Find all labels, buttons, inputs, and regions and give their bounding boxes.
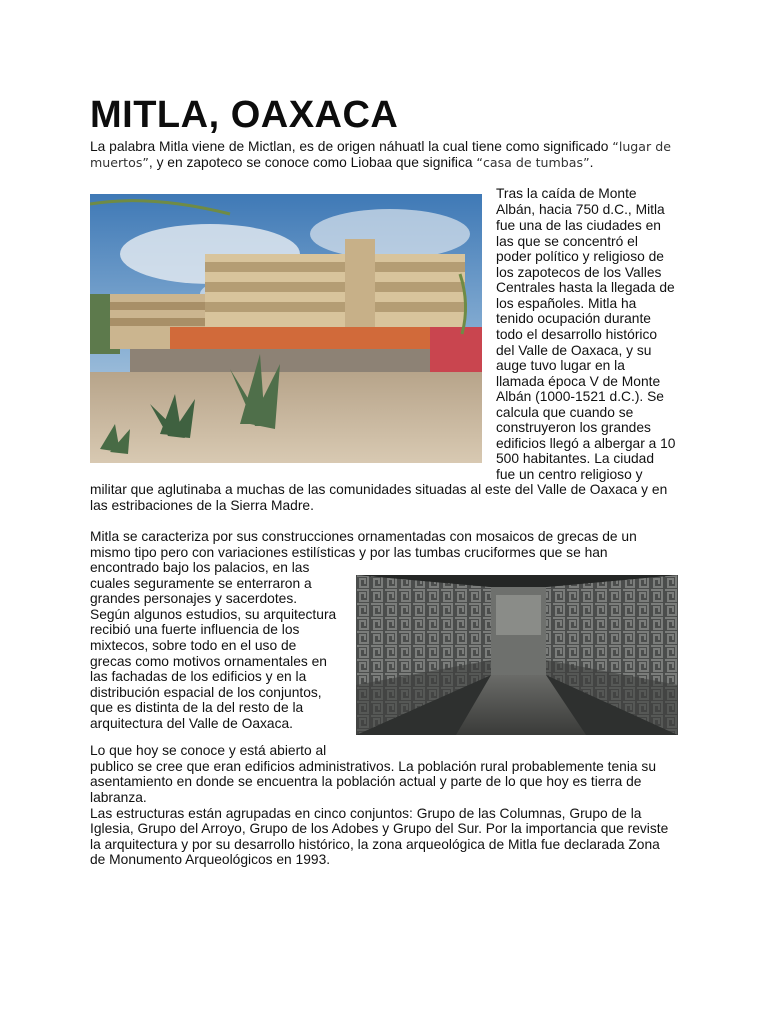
- para2-side-line: mixtecos, sobre todo en el uso de: [90, 638, 297, 653]
- intro-quote: “casa de tumbas”: [476, 155, 590, 170]
- para1-side-line: auge tuvo lugar en la: [496, 358, 625, 373]
- para1-side-line: los zapotecos de los Valles: [496, 265, 662, 280]
- intro-line-1: [90, 139, 671, 155]
- intro-quote: “lugar de: [612, 139, 671, 154]
- para3-line: la arquitectura y por su desarrollo histórico, la zona arqueológica de Mitla fue declarada Zona: [90, 837, 660, 852]
- para1-side-line: fue un centro religioso y: [496, 467, 643, 482]
- para2-side-line: que es distinta de la del resto de la: [90, 700, 304, 715]
- para1-side-line: edificios llegó a albergar a 10: [496, 436, 676, 451]
- para1-side-line: todo el desarrollo histórico: [496, 327, 658, 342]
- para2-side-line: encontrado bajo los palacios, en las: [90, 560, 310, 575]
- para2-side-line: cuales seguramente se enterraron a: [90, 576, 312, 591]
- para2-side-line: grandes personajes y sacerdotes.: [90, 591, 298, 606]
- para3-line: labranza.: [90, 790, 147, 805]
- para1-side-line: 500 habitantes. La ciudad: [496, 451, 655, 466]
- para2-side-line: arquitectura del Valle de Oaxaca.: [90, 716, 293, 731]
- para1-side-line: Albán (1000-1521 d.C.). Se: [496, 389, 664, 404]
- para1-side-line: llamada época V de Monte: [496, 374, 661, 389]
- para3-line: Iglesia, Grupo del Arroyo, Grupo de los Adobes y Grupo del Sur. Por la importancia que reviste: [90, 821, 669, 836]
- page-title: MITLA, OAXACA: [90, 94, 399, 136]
- para2-side-line: recibió una fuerte influencia de los: [90, 622, 300, 637]
- para2-line: mismo tipo pero con variaciones estilísticas y por las tumbas cruciformes que se han: [90, 545, 608, 560]
- mitla-corridor-photo: [356, 575, 678, 735]
- para1-side-line: calcula que cuando se: [496, 405, 634, 420]
- para2-side-line: grecas como motivos ornamentales en: [90, 654, 327, 669]
- intro-text: , y en zapoteco se conoce como Liobaa que significa: [148, 155, 477, 170]
- para3-line: asentamiento en donde se encuentra la población actual y parte de lo que hoy es tierra de: [90, 774, 642, 789]
- para1-side-line: Tras la caída de Monte: [496, 186, 637, 201]
- para1-side-line: poder político y religioso de: [496, 249, 664, 264]
- para1-side-line: fue una de las ciudades en: [496, 218, 661, 233]
- para3-line: publico se cree que eran edificios administrativos. La población rural probablemente tenia su: [90, 759, 657, 774]
- para1-line: las estribaciones de la Sierra Madre.: [90, 498, 314, 513]
- para2-side-line: las fachadas de los edificios y en la: [90, 669, 307, 684]
- para3-line: Las estructuras están agrupadas en cinco conjuntos: Grupo de las Columnas, Grupo de la: [90, 806, 642, 821]
- intro-quote: muertos”: [90, 155, 149, 170]
- intro-text: La palabra Mitla viene de Mictlan, es de origen náhuatl la cual tiene como significado: [90, 139, 613, 154]
- para2-line: Mitla se caracteriza por sus construcciones ornamentadas con mosaicos de grecas de un: [90, 529, 637, 544]
- para2-side-line: distribución espacial de los conjuntos,: [90, 685, 322, 700]
- para1-side-line: construyeron los grandes: [496, 420, 651, 435]
- para1-side-line: los españoles. Mitla ha: [496, 296, 637, 311]
- para3-line: Lo que hoy se conoce y está abierto al: [90, 743, 327, 758]
- mitla-ruins-photo: [90, 194, 482, 463]
- para3-line: de Monumento Arqueológicos en 1993.: [90, 852, 331, 867]
- para1-side-line: las que se concentró el: [496, 234, 638, 249]
- intro-line-2: [90, 155, 593, 171]
- para1-side-line: del Valle de Oaxaca, y su: [496, 343, 652, 358]
- para1-side-line: Centrales hasta la llegada de: [496, 280, 675, 295]
- para1-side-line: Albán, hacia 750 d.C., Mitla: [496, 202, 665, 217]
- intro-text: .: [589, 155, 594, 170]
- para2-side-line: Según algunos estudios, su arquitectura: [90, 607, 337, 622]
- para1-side-line: tenido ocupación durante: [496, 311, 651, 326]
- para1-line: militar que aglutinaba a muchas de las comunidades situadas al este del Valle de Oaxaca y en: [90, 482, 668, 497]
